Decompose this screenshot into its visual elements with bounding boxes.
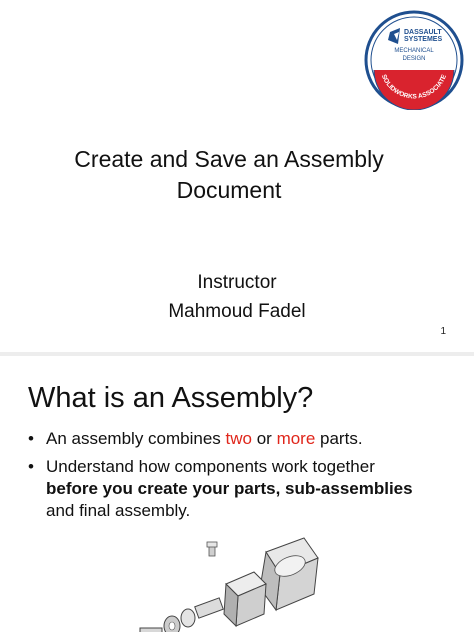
title-line-2: Document xyxy=(176,177,282,203)
bullet-item: • Understand how components work together before you create your parts, sub-assemblies and final assembly. xyxy=(28,457,413,520)
emphasis-more: more xyxy=(276,429,316,448)
bullet-dot: • xyxy=(28,457,34,476)
content-slide xyxy=(0,356,474,632)
solidworks-associate-badge xyxy=(364,10,464,110)
brand-line2: SYSTEMES xyxy=(404,36,443,43)
shaft-part xyxy=(140,598,223,632)
page-number: 1 xyxy=(440,326,446,337)
instructor-label: Instructor xyxy=(197,272,277,293)
bullet-dot: • xyxy=(28,429,34,448)
instructor-block xyxy=(0,268,474,326)
instructor-name: Mahmoud Fadel xyxy=(168,301,306,322)
bold-phrase: before you create your parts, sub-assemblies xyxy=(46,479,413,498)
slide-heading: What is an Assembly? xyxy=(28,382,314,414)
category-line2: DESIGN xyxy=(402,56,426,62)
bullet-item: • An assembly combines two or more parts. xyxy=(28,429,363,448)
certification-text: SOLIDWORKS ASSOCIATE xyxy=(379,73,449,101)
slide-title xyxy=(20,144,438,206)
exploded-assembly-image xyxy=(118,532,328,632)
emphasis-two: two xyxy=(225,429,252,448)
bullet-list xyxy=(28,428,428,528)
screw-part xyxy=(207,542,217,556)
brand-line1: DASSAULT xyxy=(404,29,442,36)
title-line-1: Create and Save an Assembly xyxy=(74,146,384,172)
category-line1: MECHANICAL xyxy=(394,48,434,54)
housing-part xyxy=(260,538,318,610)
block-part xyxy=(224,572,266,626)
